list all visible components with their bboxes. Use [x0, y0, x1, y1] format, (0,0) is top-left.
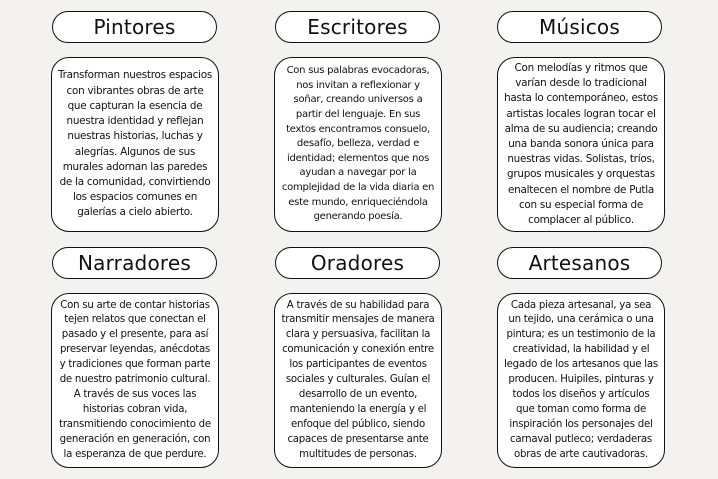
title-pintores — [52, 11, 217, 43]
title-artesanos-label: Artesanos — [528, 251, 631, 275]
title-oradores — [275, 247, 440, 279]
card-oradores — [274, 293, 442, 468]
title-narradores-label: Narradores — [77, 251, 191, 275]
title-pintores-label: Pintores — [93, 15, 176, 39]
card-escritores-text: Con sus palabras evocadoras, nos invitan a reflexionar y soñar, creando universos a partir del lenguaje. En sus textos encontramos consuelo, desafío, belleza, verdad e identidad; elementos que nos ayudan a navegar por la complejidad de la vida diaria en este mundo, enriqueciéndola generando poesía. — [281, 65, 435, 223]
card-musicos — [497, 57, 665, 232]
title-narradores — [52, 247, 217, 279]
title-musicos-label: Músicos — [539, 15, 620, 39]
card-narradores-text: Con su arte de contar historias tejen relatos que conectan el pasado y el presente, para así preservar leyendas, anécdotas y tradiciones que forman parte de nuestro patrimonio cultural. A través de sus voces las historias cobran vida, transmitiendo conocimiento de generación en generación, con la esperanza de que perdure. — [59, 299, 211, 460]
card-musicos-text: Con melodías y ritmos que varían desde lo tradicional hasta lo contemporáneo, estos artistas locales logran tocar el alma de su audiencia; creando una banda sonora única para nuestras vidas. Solistas, tríos, grupos musicales y orquestas enaltecen el nombre de Putla con su especial forma de complacer al público. — [504, 61, 658, 226]
title-musicos — [497, 11, 662, 43]
card-pintores — [51, 57, 219, 232]
card-escritores — [274, 57, 442, 232]
card-artesanos — [497, 293, 665, 468]
card-oradores-text: A través de su habilidad para transmitir mensajes de manera clara y persuasiva, facilitan la comunicación y conexión entre los participantes de eventos sociales y culturales. Guían el desarrollo de un evento, manteniendo la energía y el enfoque del público, siendo capaces de presentarse ante multitudes de personas. — [281, 299, 435, 460]
title-artesanos — [497, 247, 662, 279]
card-narradores — [51, 293, 219, 468]
title-oradores-label: Oradores — [310, 251, 405, 275]
card-artesanos-text: Cada pieza artesanal, ya sea un tejido, una cerámica o una pintura; es un testimonio de la creatividad, la habilidad y el legado de los artesanos que las producen. Huipiles, pinturas y todos los diseños y artículos que toman como forma de inspiración los personajes del carnaval putleco; verdaderas obras de arte cautivadoras. — [504, 299, 658, 460]
card-pintores-text: Transforman nuestros espacios con vibrantes obras de arte que capturan la esencia de nuestra identidad y reflejan nuestras historias, luchas y alegrías. Algunos de sus murales adornan las paredes de la comunidad, convirtiendo los espacios comunes en galerías a cielo abierto. — [58, 69, 212, 219]
title-escritores — [275, 11, 440, 43]
title-escritores-label: Escritores — [307, 15, 408, 39]
